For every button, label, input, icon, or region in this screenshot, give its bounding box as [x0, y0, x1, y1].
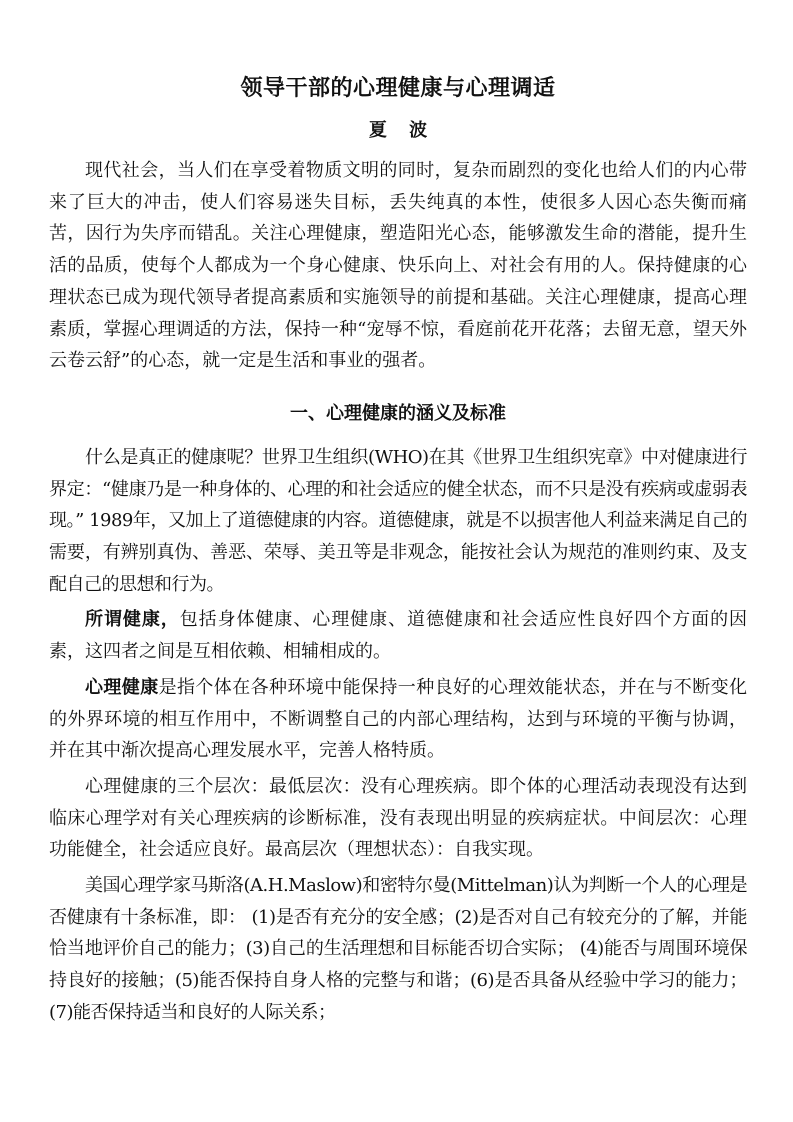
health-components-paragraph — [49, 604, 747, 667]
section-heading: 一、心理健康的涵义及标准 — [290, 402, 506, 424]
health-term: 所谓健康， — [85, 609, 180, 631]
intro-paragraph: 现代社会，当人们在享受着物质文明的同时，复杂而剧烈的变化也给人们的内心带来了巨大的冲击，使人们容易迷失目标，丢失纯真的本性，使很多人因心态失衡而痛苦，因行为失序而错乱。关注心理健康，塑造阳光心态，能够激发生命的潜能，提升生活的品质，使每个人都成为一个身心健康、快乐向上、对社会有用的人。保持健康的心理状态已成为现代领导者提高素质和实施领导的前提和基础。关注心理健康，提高心理素质，掌握心理调适的方法，保持一种“宠辱不惊，看庭前花开花落；去留无意，望天外云卷云舒”的心态，就一定是生活和事业的强者。 — [49, 160, 747, 372]
maslow-standards-paragraph: 美国心理学家马斯洛(A.H.Maslow)和密特尔曼(Mittelman)认为判断一个人的心理是否健康有十条标准，即： (1)是否有充分的安全感；(2)是否对自己有较充分的了解，并能恰当地评价自己的能力；(3)自己的生活理想和目标能否切合实际； (4)能否与周围环境保持良好的接触；(5)能否保持自身人格的完整与和谐；(6)是否具备从经验中学习的能力；(7)能否保持适当和良好的人际关系； — [49, 875, 747, 1023]
health-components-text: 包括身体健康、心理健康、道德健康和社会适应性良好四个方面的因素，这四者之间是互相依赖、相辅相成的。 — [49, 609, 748, 663]
author-name: 夏 波 — [368, 120, 436, 141]
document-title: 领导干部的心理健康与心理调适 — [240, 76, 556, 101]
mental-health-text: 是指个体在各种环境中能保持一种良好的心理效能状态，并在与不断变化的外界环境的相互作用中，不断调整自己的内部心理结构，达到与环境的平衡与协调，并在其中渐次提高心理发展水平，完善人格特质。 — [49, 676, 748, 762]
health-definition-paragraph: 什么是真正的健康呢？世界卫生组织(WHO)在其《世界卫生组织宪章》中对健康进行界定：“健康乃是一种身体的、心理的和社会适应的健全状态，而不只是没有疾病或虚弱表现。” 1989年，又加上了道德健康的内容。道德健康，就是不以损害他人利益来满足自己的需要，有辨别真伪、善恶、荣辱、美丑等是非观念，能按社会认为规范的准则约束、及支配自己的思想和行为。 — [49, 446, 747, 595]
mental-health-paragraph — [49, 672, 747, 767]
mental-health-term: 心理健康 — [85, 676, 159, 698]
health-levels-paragraph: 心理健康的三个层次：最低层次：没有心理疾病。即个体的心理活动表现没有达到临床心理学对有关心理疾病的诊断标准，没有表现出明显的疾病症状。中间层次：心理功能健全，社会适应良好。最高层次（理想状态）：自我实现。 — [49, 775, 747, 861]
